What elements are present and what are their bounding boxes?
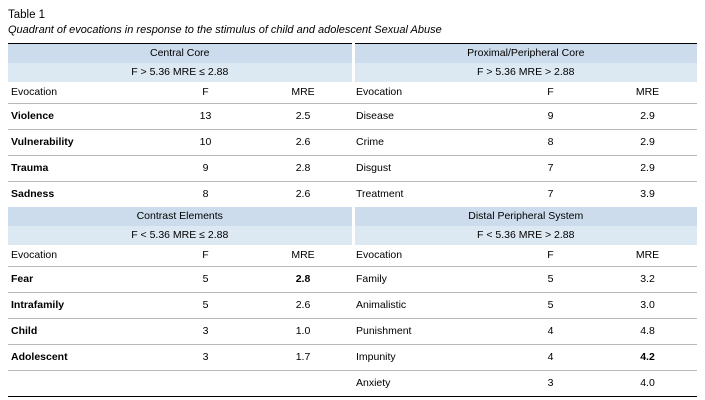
f-cell: 10 [158, 130, 253, 156]
mre-cell: 2.6 [253, 293, 353, 319]
f-cell: 7 [503, 156, 598, 182]
mre-cell: 4.0 [640, 377, 655, 389]
evocation-cell: Adolescent [8, 345, 158, 371]
table-row [8, 130, 697, 156]
column-header-mre: MRE [253, 245, 353, 267]
column-header-evocation: Evocation [353, 245, 503, 267]
mre-cell: 3.0 [598, 293, 697, 319]
evocation-cell: Sadness [11, 188, 55, 200]
quadrant-title-row-top [8, 44, 697, 64]
quadrant-criteria-contrast-elements: F < 5.36 MRE ≤ 2.88 [8, 226, 353, 245]
f-cell: 3 [547, 377, 554, 389]
mre-cell: 2.6 [295, 188, 311, 200]
quadrant-criteria-distal-peripheral-system: F < 5.36 MRE > 2.88 [353, 226, 697, 245]
f-cell: 5 [503, 293, 598, 319]
mre-cell: 2.8 [253, 267, 353, 293]
evocation-cell: Trauma [8, 156, 158, 182]
column-header-evocation: Evocation [353, 82, 503, 104]
mre-cell: 2.9 [598, 156, 697, 182]
quadrant-criteria-row-top [8, 63, 697, 82]
f-cell: 8 [503, 130, 598, 156]
evocation-cell: Punishment [353, 319, 503, 345]
f-cell: 3 [158, 345, 253, 371]
f-cell: 5 [158, 293, 253, 319]
mre-cell: 3.9 [640, 188, 655, 200]
mre-cell: 1.0 [253, 319, 353, 345]
quadrant-title-distal-peripheral-system: Distal Peripheral System [353, 207, 697, 226]
evocation-cell: Disease [353, 104, 503, 130]
table-caption: Quadrant of evocations in response to the stimulus of child and adolescent Sexual Abuse [8, 24, 442, 36]
column-header-evocation: Evocation [8, 82, 158, 104]
evocation-cell: Fear [8, 267, 158, 293]
f-cell: 9 [503, 104, 598, 130]
f-cell: 7 [547, 188, 554, 200]
mre-cell [253, 371, 353, 397]
column-header-f: F [503, 245, 598, 267]
evocation-cell: Vulnerability [8, 130, 158, 156]
mre-cell: 2.6 [253, 130, 353, 156]
quadrant-title-proximal-peripheral-core: Proximal/Peripheral Core [353, 44, 697, 64]
f-cell: 4 [503, 319, 598, 345]
evocation-cell: Intrafamily [8, 293, 158, 319]
column-header-mre: MRE [598, 82, 697, 104]
f-cell [158, 371, 253, 397]
column-header-mre: MRE [598, 245, 697, 267]
table-row [8, 104, 697, 130]
table-row [8, 267, 697, 293]
evocation-cell: Treatment [356, 188, 404, 200]
evocations-table [8, 43, 697, 397]
f-cell: 13 [158, 104, 253, 130]
quadrant-title-row-bottom [8, 207, 697, 226]
mre-cell: 2.5 [253, 104, 353, 130]
quadrant-title-contrast-elements: Contrast Elements [8, 207, 353, 226]
quadrant-criteria-row-bottom [8, 226, 697, 245]
table-row [8, 293, 697, 319]
f-cell: 3 [158, 319, 253, 345]
f-cell: 9 [158, 156, 253, 182]
column-header-mre: MRE [253, 82, 353, 104]
quadrant-criteria-central-core: F > 5.36 MRE ≤ 2.88 [8, 63, 353, 82]
evocation-cell [8, 371, 158, 397]
evocation-cell: Disgust [353, 156, 503, 182]
table-row [8, 182, 697, 208]
evocation-cell: Anxiety [356, 377, 391, 389]
mre-cell: 2.9 [598, 104, 697, 130]
evocation-cell: Impunity [353, 345, 503, 371]
evocation-cell: Crime [353, 130, 503, 156]
evocation-cell: Animalistic [353, 293, 503, 319]
table-row [8, 319, 697, 345]
table-row [8, 156, 697, 182]
evocation-cell: Child [8, 319, 158, 345]
mre-cell: 3.2 [598, 267, 697, 293]
f-cell: 4 [503, 345, 598, 371]
quadrant-criteria-proximal-peripheral-core: F > 5.36 MRE > 2.88 [353, 63, 697, 82]
evocation-cell: Family [353, 267, 503, 293]
column-header-row-top [8, 82, 697, 104]
quadrant-title-central-core: Central Core [8, 44, 353, 64]
mre-cell: 4.8 [598, 319, 697, 345]
mre-cell: 4.2 [598, 345, 697, 371]
column-header-f: F [158, 245, 253, 267]
column-header-f: F [503, 82, 598, 104]
table-row [8, 345, 697, 371]
table-row [8, 371, 697, 397]
mre-cell: 2.8 [253, 156, 353, 182]
table-label: Table 1 [8, 9, 46, 21]
f-cell: 8 [202, 188, 209, 200]
mre-cell: 2.9 [598, 130, 697, 156]
column-header-f: F [158, 82, 253, 104]
evocation-cell: Violence [8, 104, 158, 130]
column-header-row-bottom [8, 245, 697, 267]
column-header-evocation: Evocation [8, 245, 158, 267]
f-cell: 5 [158, 267, 253, 293]
f-cell: 5 [503, 267, 598, 293]
mre-cell: 1.7 [253, 345, 353, 371]
